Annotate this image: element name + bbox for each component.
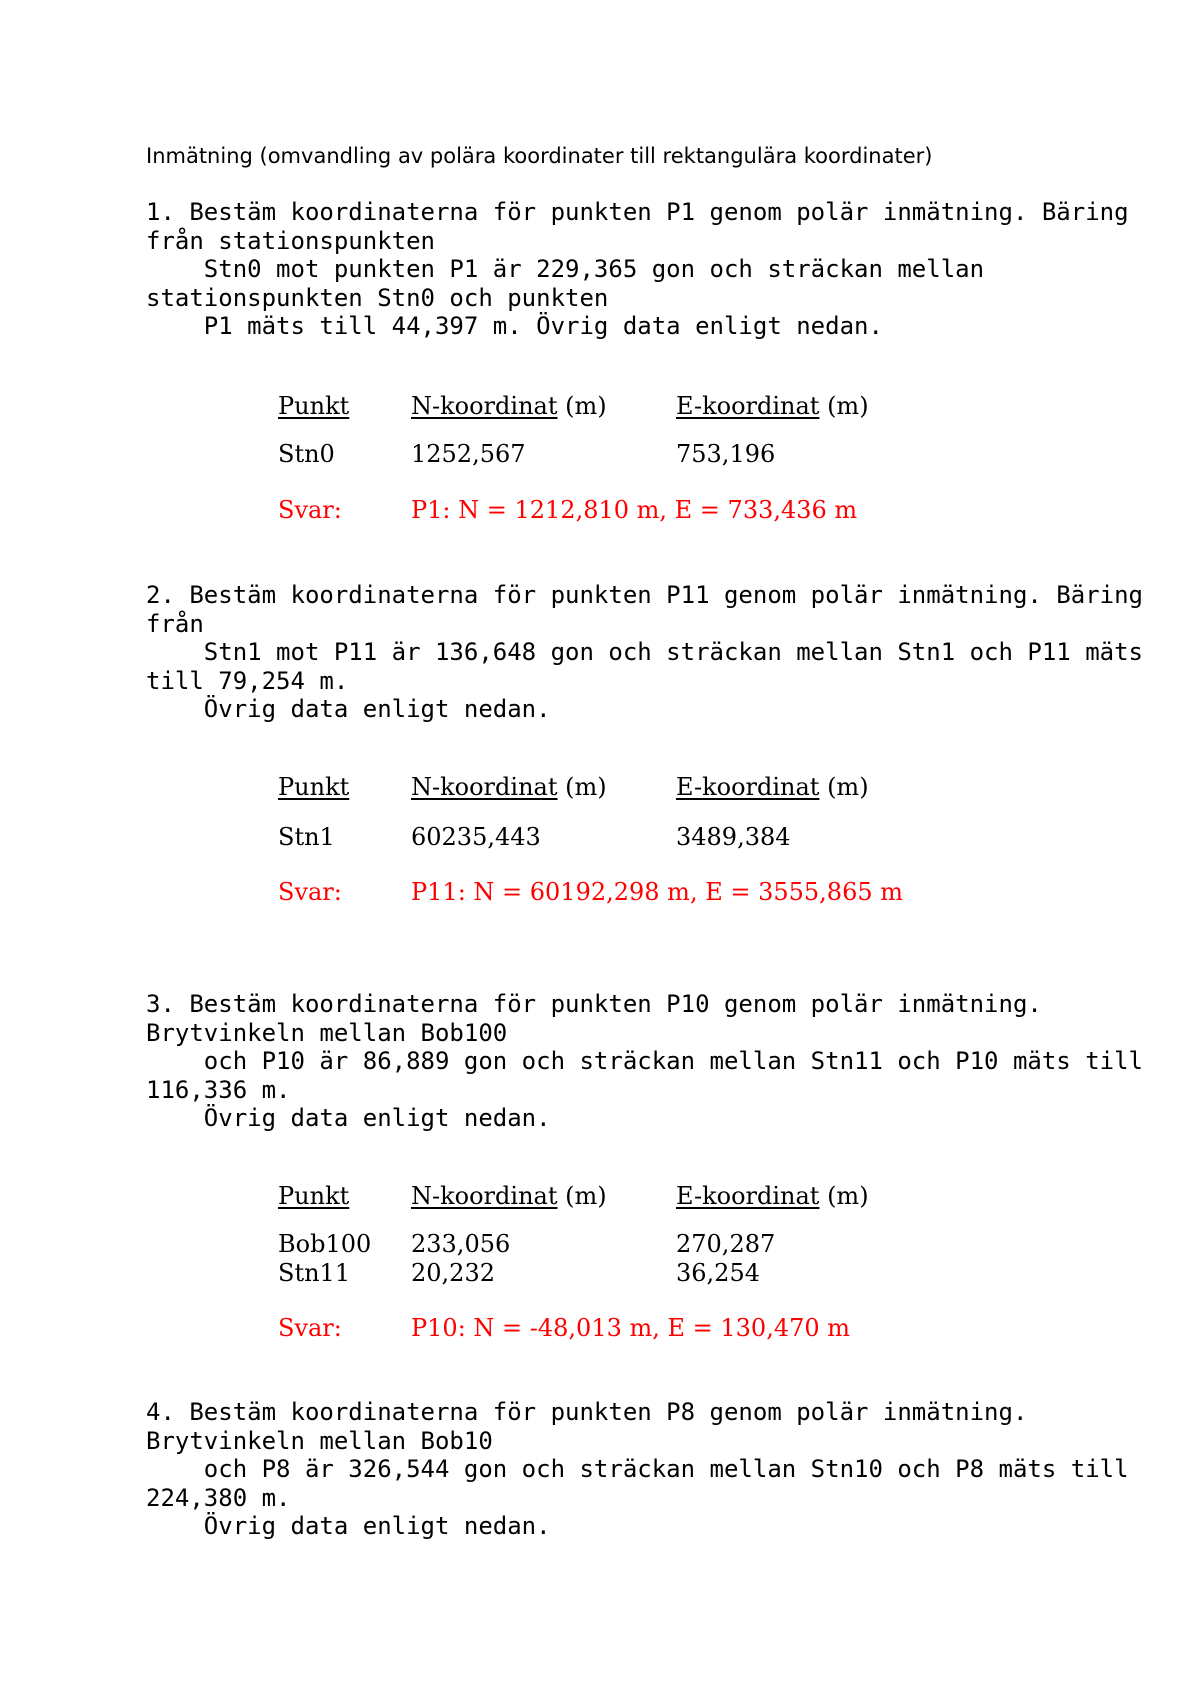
question-line: och P10 är 86,889 gon och sträckan mellan Stn11 och P10 mäts till: [146, 1047, 1143, 1075]
question-line: Brytvinkeln mellan Bob10: [146, 1426, 493, 1455]
answer-value: P10: N = -48,013 m, E = 130,470 m: [411, 1314, 851, 1342]
n-label: N-koordinat: [411, 773, 558, 801]
cell-punkt: Stn0: [278, 440, 335, 468]
cell-punkt: Bob100: [278, 1230, 372, 1258]
n-label: N-koordinat: [411, 1182, 558, 1210]
cell-e: 3489,384: [676, 823, 791, 851]
question-line: stationspunkten Stn0 och punkten: [146, 283, 609, 312]
question-line: 1. Bestäm koordinaterna för punkten P1 genom polär inmätning. Bäring: [146, 198, 1129, 226]
n-label: N-koordinat: [411, 392, 558, 420]
unit-label: (m): [557, 392, 607, 420]
cell-e: 36,254: [676, 1259, 760, 1287]
question-line: 2. Bestäm koordinaterna för punkten P11 genom polär inmätning. Bäring: [146, 581, 1143, 609]
question-line: från stationspunkten: [146, 226, 435, 255]
question-line: Brytvinkeln mellan Bob100: [146, 1018, 508, 1047]
cell-e: 270,287: [676, 1230, 776, 1258]
e-label: E-koordinat: [676, 392, 820, 420]
column-header-n: [411, 773, 607, 801]
e-label: E-koordinat: [676, 1182, 820, 1210]
answer-value: P1: N = 1212,810 m, E = 733,436 m: [411, 496, 858, 524]
question-line: och P8 är 326,544 gon och sträckan mellan Stn10 och P8 mäts till: [146, 1455, 1129, 1483]
cell-n: 20,232: [411, 1259, 495, 1287]
question-4-text: [146, 1398, 1129, 1541]
question-line: Övrig data enligt nedan.: [146, 1104, 551, 1132]
column-header-e: [676, 1182, 869, 1210]
answer-value: P11: N = 60192,298 m, E = 3555,865 m: [411, 878, 903, 906]
column-header-punkt: Punkt: [278, 392, 350, 420]
cell-punkt: Stn11: [278, 1259, 351, 1287]
cell-n: 1252,567: [411, 440, 526, 468]
question-line: 4. Bestäm koordinaterna för punkten P8 genom polär inmätning.: [146, 1398, 1028, 1426]
question-line: Övrig data enligt nedan.: [146, 695, 551, 723]
answer-label: Svar:: [278, 496, 342, 524]
unit-label: (m): [819, 1182, 869, 1210]
question-line: Stn0 mot punkten P1 är 229,365 gon och sträckan mellan: [146, 255, 985, 283]
question-1-text: [146, 198, 1129, 341]
question-2-text: [146, 581, 1143, 724]
column-header-punkt: Punkt: [278, 773, 350, 801]
question-line: till 79,254 m.: [146, 666, 349, 695]
cell-punkt: Stn1: [278, 823, 335, 851]
column-header-n: [411, 1182, 607, 1210]
answer-label: Svar:: [278, 1314, 342, 1342]
unit-label: (m): [819, 773, 869, 801]
question-line: från: [146, 609, 204, 638]
cell-n: 60235,443: [411, 823, 541, 851]
unit-label: (m): [557, 773, 607, 801]
unit-label: (m): [819, 392, 869, 420]
question-line: 116,336 m.: [146, 1075, 291, 1104]
document-title: Inmätning (omvandling av polära koordinater till rektangulära koordinater): [146, 144, 933, 168]
column-header-n: [411, 392, 607, 420]
unit-label: (m): [557, 1182, 607, 1210]
question-line: Stn1 mot P11 är 136,648 gon och sträckan mellan Stn1 och P11 mäts: [146, 638, 1143, 666]
column-header-e: [676, 773, 869, 801]
e-label: E-koordinat: [676, 773, 820, 801]
question-3-text: [146, 990, 1143, 1133]
question-line: Övrig data enligt nedan.: [146, 1512, 551, 1540]
cell-e: 753,196: [676, 440, 776, 468]
question-line: 224,380 m.: [146, 1483, 291, 1512]
answer-label: Svar:: [278, 878, 342, 906]
question-line: P1 mäts till 44,397 m. Övrig data enligt nedan.: [146, 312, 883, 340]
cell-n: 233,056: [411, 1230, 511, 1258]
column-header-e: [676, 392, 869, 420]
column-header-punkt: Punkt: [278, 1182, 350, 1210]
question-line: 3. Bestäm koordinaterna för punkten P10 genom polär inmätning.: [146, 990, 1042, 1018]
